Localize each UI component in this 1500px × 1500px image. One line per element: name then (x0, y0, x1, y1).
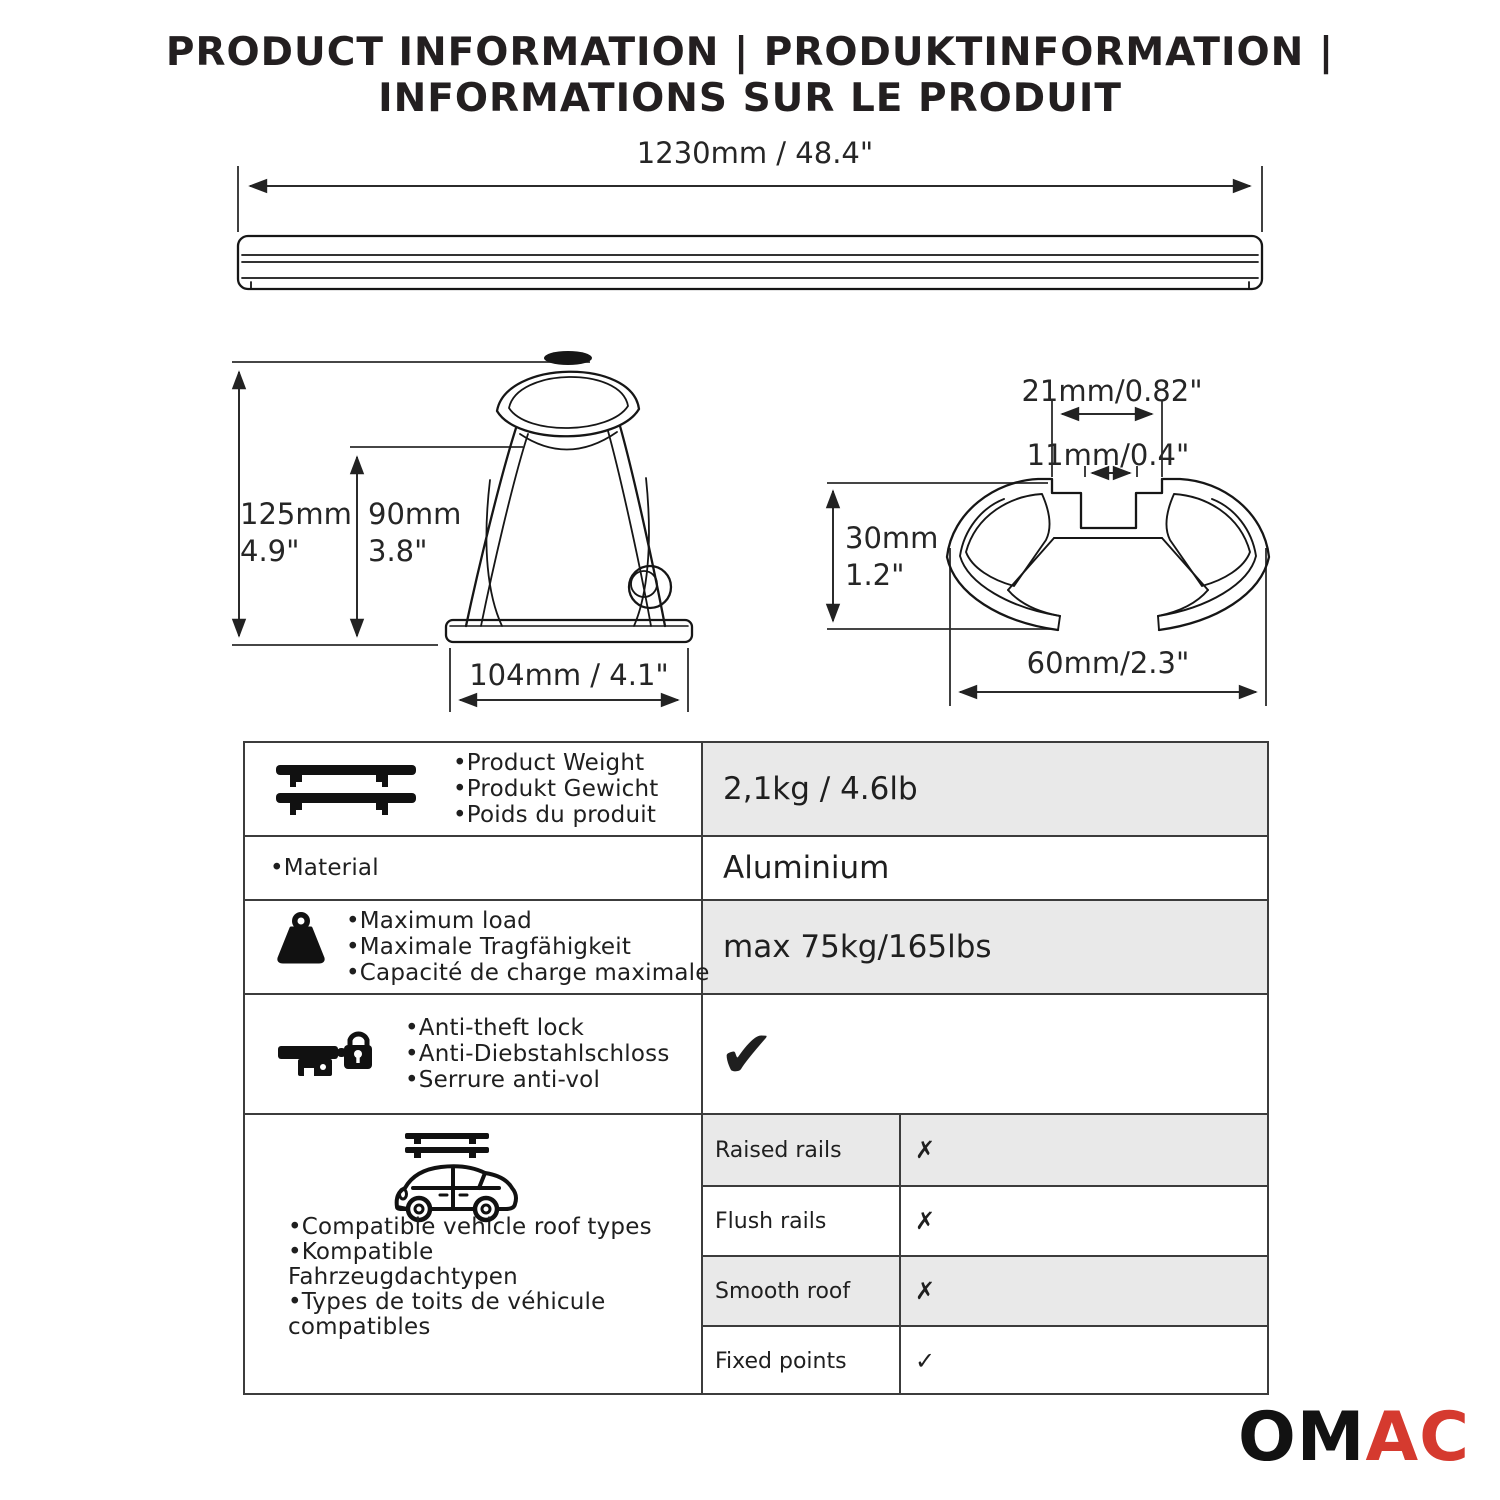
label-max-load-de: •Maximale Tragfähigkeit (346, 934, 632, 960)
foot-width-label: 104mm / 4.1" (469, 658, 669, 692)
anti-theft-value-check: ✔ (701, 995, 1267, 1113)
page-title-line2: INFORMATIONS SUR LE PRODUIT (378, 76, 1122, 121)
smooth-roof-label: Smooth roof (715, 1278, 851, 1304)
profile-height-mm: 30mm (845, 521, 939, 555)
flush-rails-label: Flush rails (715, 1208, 827, 1234)
omac-logo-black: OM (1237, 1398, 1366, 1477)
sub-row-raised-rails (703, 1115, 1267, 1185)
raised-rails-label: Raised rails (715, 1137, 842, 1163)
profile-inner-slot-label: 11mm/0.4" (1026, 438, 1190, 472)
crossbar-cross-section (947, 479, 1269, 630)
table-row-product-weight (245, 743, 1267, 835)
omac-logo (1237, 1398, 1470, 1477)
material-value: Aluminium (701, 837, 1267, 899)
foot-upper-height-in: 3.8" (368, 534, 428, 568)
foot-total-height-in: 4.9" (240, 534, 300, 568)
product-weight-labels (453, 750, 659, 828)
foot-side-view (446, 351, 692, 642)
smooth-roof-value: ✗ (899, 1257, 1267, 1325)
weight-icon (271, 912, 331, 964)
flush-rails-value: ✗ (899, 1187, 1267, 1255)
label-product-weight-fr: •Poids du produit (453, 802, 657, 828)
material-label-cell (245, 837, 701, 899)
table-row-material (245, 835, 1267, 899)
max-load-labels (346, 908, 710, 986)
profile-dimensions (827, 400, 1266, 706)
profile-width-label: 60mm/2.3" (1026, 646, 1190, 680)
table-row-anti-theft (245, 993, 1267, 1113)
crossbar-top-view (238, 166, 1262, 289)
label-anti-theft-de: •Anti-Diebstahlschloss (405, 1041, 670, 1067)
label-roof-types-de: •Kompatible Fahrzeugdachtypen (288, 1239, 518, 1290)
table-row-roof-types (245, 1113, 1267, 1393)
label-roof-types-fr: •Types de toits de véhicule compatibles (288, 1289, 606, 1340)
spec-table (243, 741, 1269, 1395)
anti-theft-lock-icon (278, 1027, 373, 1079)
label-product-weight-de: •Produkt Gewicht (453, 776, 659, 802)
roof-types-label-cell (245, 1115, 701, 1393)
sub-row-fixed-points (703, 1325, 1267, 1395)
profile-height-in: 1.2" (845, 558, 905, 592)
label-product-weight-en: •Product Weight (453, 750, 645, 776)
foot-total-height-mm: 125mm (240, 497, 352, 531)
roof-types-matrix (701, 1115, 1267, 1393)
label-anti-theft-fr: •Serrure anti-vol (405, 1067, 601, 1093)
label-roof-types-en: •Compatible vehicle roof types (288, 1214, 652, 1240)
profile-outer-slot-label: 21mm/0.82" (1021, 374, 1203, 408)
roof-rack-bars-icon (276, 763, 416, 815)
sub-row-flush-rails (703, 1185, 1267, 1255)
fixed-points-label: Fixed points (715, 1348, 847, 1374)
product-weight-value: 2,1kg / 4.6lb (701, 743, 1267, 835)
page-title-line1: PRODUCT INFORMATION | PRODUKTINFORMATION | (165, 30, 1335, 75)
max-load-value: max 75kg/165lbs (701, 901, 1267, 993)
roof-types-labels (288, 1215, 660, 1340)
foot-upper-height-mm: 90mm (368, 497, 462, 531)
label-anti-theft-en: •Anti-theft lock (405, 1015, 584, 1041)
raised-rails-value: ✗ (899, 1115, 1267, 1185)
label-max-load-fr: •Capacité de charge maximale (346, 960, 710, 986)
max-load-label-cell (245, 901, 710, 993)
table-row-max-load (245, 899, 1267, 993)
label-material: •Material (270, 855, 379, 881)
omac-logo-red: AC (1365, 1398, 1470, 1477)
product-weight-label-cell (245, 743, 701, 835)
bar-length-label: 1230mm / 48.4" (636, 136, 874, 170)
fixed-points-value: ✓ (899, 1327, 1267, 1395)
label-max-load-en: •Maximum load (346, 908, 532, 934)
anti-theft-label-cell (245, 995, 701, 1113)
sub-row-smooth-roof (703, 1255, 1267, 1325)
anti-theft-labels (405, 1015, 670, 1093)
